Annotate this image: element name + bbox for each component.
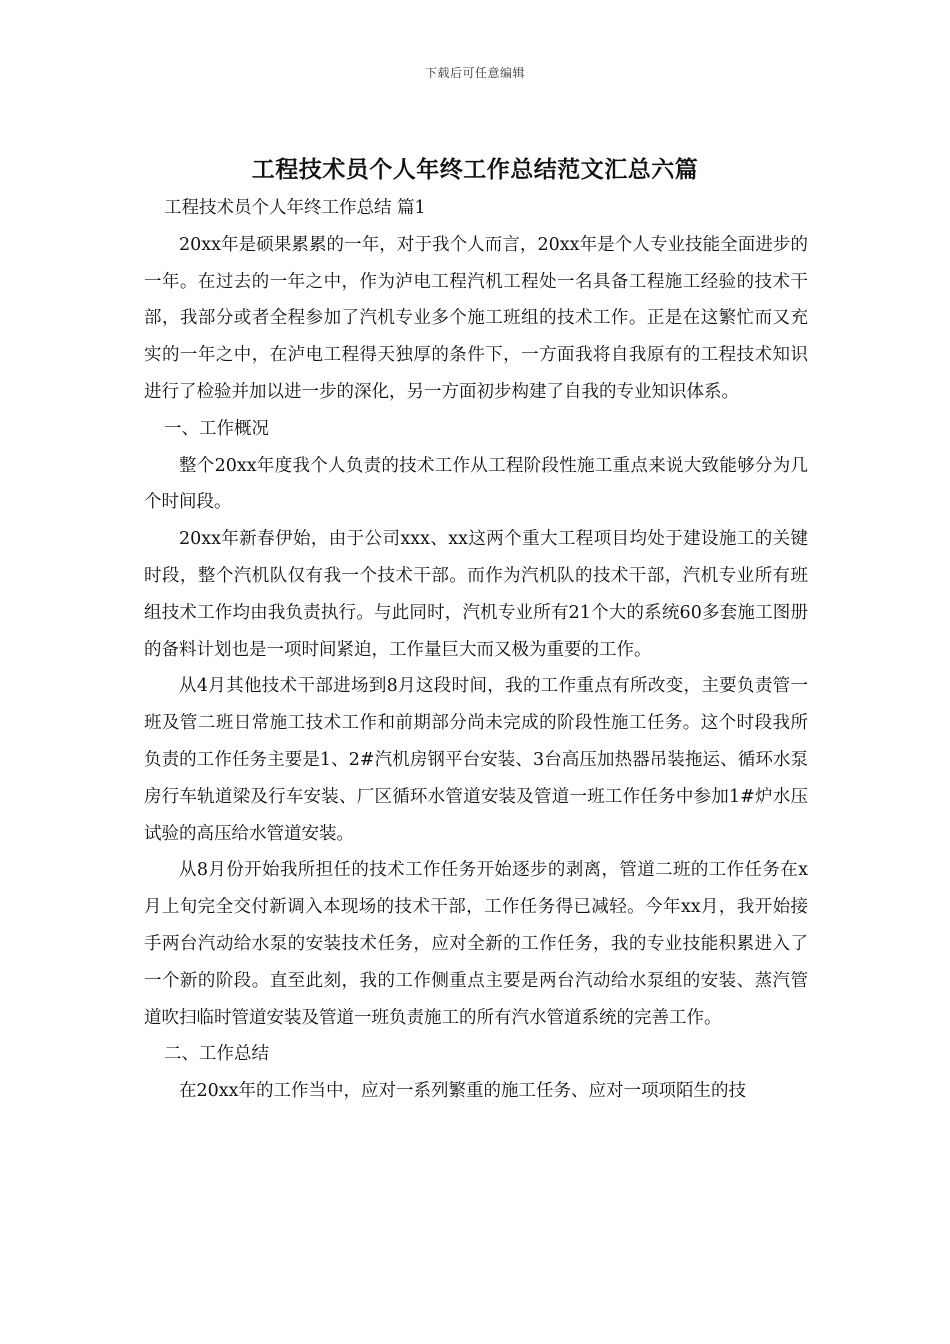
paragraph: 20xx年新春伊始，由于公司xxx、xx这两个重大工程项目均处于建设施工的关键时段，整个汽机队仅有我一个技术干部。而作为汽机队的技术干部，汽机专业所有班组技术工作均由我负责执行。与此同时，汽机专业所有21个大的系统60多套施工图册的备料计划也是一项时间紧迫，工作量巨大而又极为重要的工作。 [144, 529, 808, 660]
paragraph: 在20xx年的工作当中，应对一系列繁重的施工任务、应对一项项陌生的技 [179, 1081, 747, 1102]
section-subtitle: 工程技术员个人年终工作总结 篇1 [164, 198, 426, 218]
paragraph: 从8月份开始我所担任的技术工作任务开始逐步的剥离，管道二班的工作任务在x月上旬完全交付新调入本现场的技术干部，工作任务得已减轻。今年xx月，我开始接手两台汽动给水泵的安装技术任务，应对全新的工作任务，我的专业技能积累进入了一个新的阶段。直至此刻，我的工作侧重点主要是两台汽动给水泵组的安装、蒸汽管道吹扫临时管道安装及管道一班负责施工的所有汽水管道系统的完善工作。 [144, 860, 808, 1028]
paragraph: 20xx年是硕果累累的一年，对于我个人而言，20xx年是个人专业技能全面进步的一年。在过去的一年之中，作为泸电工程汽机工程处一名具备工程施工经验的技术干部，我部分或者全程参加了汽机专业多个施工班组的技术工作。正是在这繁忙而又充实的一年之中，在泸电工程得天独厚的条件下，一方面我将自我原有的工程技术知识进行了检验并加以进一步的深化，另一方面初步构建了自我的专业知识体系。 [144, 234, 808, 402]
header-note: 下载后可任意编辑 [424, 66, 525, 80]
section-heading: 二、工作总结 [164, 1044, 269, 1065]
section-heading: 一、工作概况 [164, 418, 269, 439]
paragraph: 整个20xx年度我个人负责的技术工作从工程阶段性施工重点来说大致能够分为几个时间段。 [144, 455, 808, 513]
paragraph: 从4月其他技术干部进场到8月这段时间，我的工作重点有所改变，主要负责管一班及管二班日常施工技术工作和前期部分尚未完成的阶段性施工任务。这个时段我所负责的工作任务主要是1、2#汽机房钢平台安装、3台高压加热器吊装拖运、循环水泵房行车轨道梁及行车安装、厂区循环水管道安装及管道一班工作任务中参加1#炉水压试验的高压给水管道安装。 [144, 676, 808, 844]
document-body [144, 190, 808, 1110]
page-title: 工程技术员个人年终工作总结范文汇总六篇 [251, 156, 699, 183]
